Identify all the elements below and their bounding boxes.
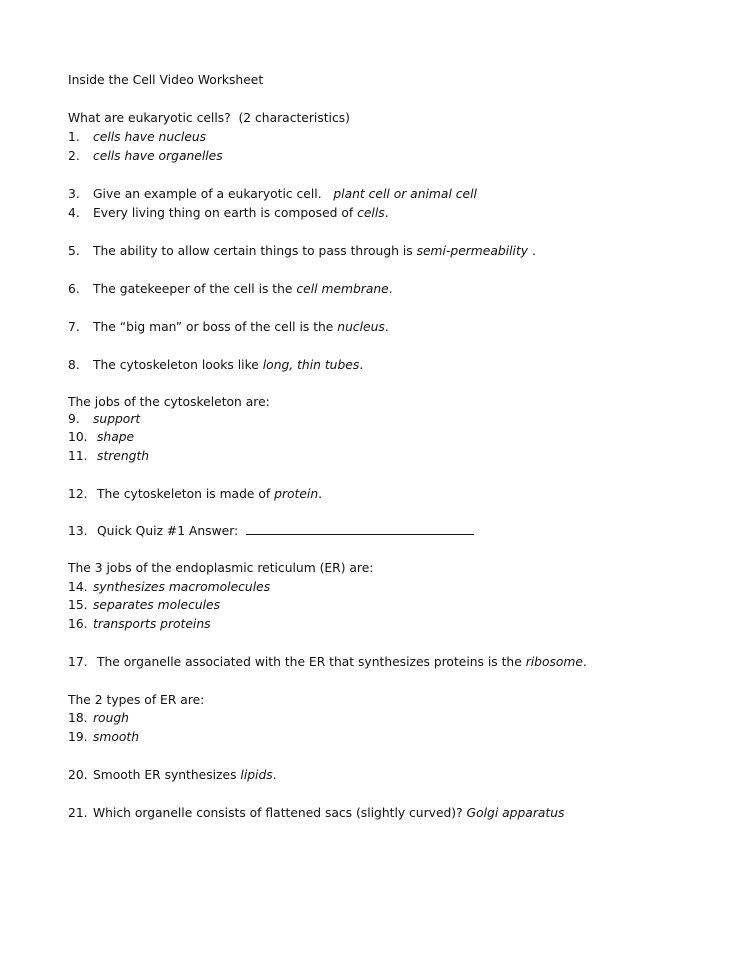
item-number: 18. (68, 711, 88, 725)
answer: lipids (240, 768, 273, 782)
item-2 (68, 147, 223, 165)
item-number: 1. (68, 130, 80, 144)
item-5 (68, 242, 536, 260)
punct: . (582, 655, 587, 669)
er-types-heading: The 2 types of ER are: (68, 693, 205, 707)
cytoskeleton-jobs-heading: The jobs of the cytoskeleton are: (68, 395, 270, 409)
question: Smooth ER synthesizes (93, 768, 241, 782)
answer: long, thin tubes (262, 358, 360, 372)
item-6 (68, 280, 393, 298)
item-10 (68, 428, 134, 446)
item-number: 14. (68, 580, 88, 594)
item-21 (68, 804, 564, 822)
item-8 (68, 356, 363, 374)
item-15 (68, 596, 220, 614)
answer: strength (97, 449, 150, 463)
punct: . (388, 282, 393, 296)
item-4 (68, 204, 389, 222)
question: The organelle associated with the ER that synthesizes proteins is the (97, 655, 526, 669)
worksheet-title: Inside the Cell Video Worksheet (68, 73, 264, 87)
item-20 (68, 766, 277, 784)
answer: cells (357, 206, 385, 220)
item-number: 8. (68, 358, 80, 372)
answer: cell membrane (296, 282, 389, 296)
item-11 (68, 447, 149, 465)
item-number: 16. (68, 617, 88, 631)
answer: semi-permeability (416, 244, 529, 258)
item-number: 4. (68, 206, 80, 220)
answer: transports proteins (93, 617, 211, 631)
answer: smooth (93, 730, 140, 744)
item-number: 5. (68, 244, 80, 258)
item-number: 17. (68, 655, 88, 669)
item-12 (68, 485, 322, 503)
item-number: 6. (68, 282, 80, 296)
question: The cytoskeleton is made of (97, 487, 275, 501)
item-13 (68, 522, 474, 540)
punct: . (359, 358, 364, 372)
item-9 (68, 410, 140, 428)
punct: . (318, 487, 323, 501)
answer: ribosome (525, 655, 583, 669)
answer: synthesizes macromolecules (93, 580, 271, 594)
item-1 (68, 128, 206, 146)
answer: nucleus (337, 320, 385, 334)
answer: cells have nucleus (93, 130, 207, 144)
item-number: 9. (68, 412, 80, 426)
question: Which organelle consists of flattened sacs (slightly curved)? (93, 806, 467, 820)
answer: Golgi apparatus (466, 806, 565, 820)
item-18 (68, 709, 129, 727)
punct: . (272, 768, 277, 782)
answer: rough (93, 711, 129, 725)
item-19 (68, 728, 139, 746)
item-number: 15. (68, 598, 88, 612)
question: The cytoskeleton looks like (93, 358, 263, 372)
question: Quick Quiz #1 Answer: (97, 524, 243, 538)
question: Every living thing on earth is composed of (93, 206, 358, 220)
item-number: 13. (68, 524, 88, 538)
answer: cells have organelles (93, 149, 223, 163)
answer: shape (97, 430, 135, 444)
item-7 (68, 318, 389, 336)
item-number: 20. (68, 768, 88, 782)
item-14 (68, 578, 270, 596)
answer: plant cell or animal cell (333, 187, 477, 201)
item-number: 7. (68, 320, 80, 334)
punct: . (384, 206, 389, 220)
question: Give an example of a eukaryotic cell. (93, 187, 334, 201)
punct: . (384, 320, 389, 334)
item-number: 3. (68, 187, 80, 201)
item-16 (68, 615, 211, 633)
answer: support (93, 412, 141, 426)
item-number: 10. (68, 430, 88, 444)
item-number: 11. (68, 449, 88, 463)
question: The gatekeeper of the cell is the (93, 282, 297, 296)
item-number: 12. (68, 487, 88, 501)
item-number: 21. (68, 806, 88, 820)
answer-blank-line[interactable] (246, 522, 474, 535)
answer: protein (274, 487, 319, 501)
answer: separates molecules (93, 598, 221, 612)
item-17 (68, 653, 587, 671)
question: The “big man” or boss of the cell is the (93, 320, 338, 334)
question: The ability to allow certain things to pass through is (93, 244, 417, 258)
item-number: 2. (68, 149, 80, 163)
item-3 (68, 185, 477, 203)
eukaryotic-question: What are eukaryotic cells? (2 characteristics) (68, 111, 350, 125)
er-jobs-heading: The 3 jobs of the endoplasmic reticulum (ER) are: (68, 561, 374, 575)
item-number: 19. (68, 730, 88, 744)
punct: . (528, 244, 536, 258)
